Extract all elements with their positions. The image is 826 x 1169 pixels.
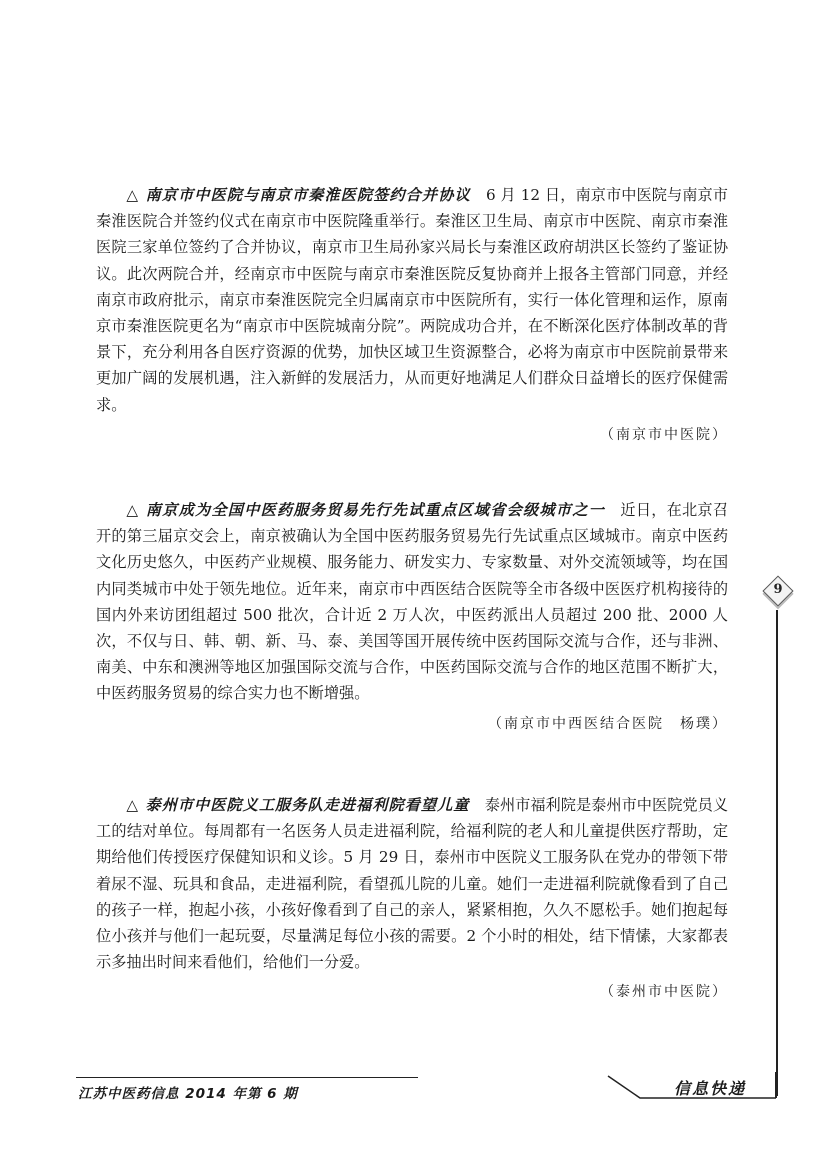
article-3-headline: △ 泰州市中医院义工服务队走进福利院看望儿童: [126, 796, 470, 814]
article-2-paragraph: [96, 497, 728, 707]
page-number: 9: [773, 582, 783, 597]
article-2-headline: △ 南京成为全国中医药服务贸易先行先试重点区域省会级城市之一: [126, 501, 606, 519]
article-3: [96, 792, 728, 1006]
article-1-body: 6 月 12 日，南京市中医院与南京市秦淮医院合并签约仪式在南京市中医院隆重举行。秦淮区卫生局、南京市中医院、南京市秦淮医院三家单位签约了合并协议，南京市卫生局孙家兴局长与秦淮区政府胡洪区长签约了鉴证协议。此次两院合并，经南京市中医院与南京市秦淮医院反复协商并上报各主管部门同意，并经南京市政府批示，南京市秦淮医院完全归属南京市中医院所有，实行一体化管理和运作，原南京市秦淮医院更名为“南京市中医院城南分院”。两院成功合并，在不断深化医疗体制改革的背景下，充分利用各自医疗资源的优势，加快区域卫生资源整合，必将为南京市中医院前景带来更加广阔的发展机遇，注入新鲜的发展活力，从而更好地满足人们群众日益增长的医疗保健需求。: [96, 186, 728, 414]
article-1-source: （南京市中医院）: [600, 426, 728, 443]
article-2-source: （南京市中西医结合医院 杨璞）: [488, 715, 728, 732]
article-1: [96, 182, 728, 448]
article-1-headline: △ 南京市中医院与南京市秦淮医院签约合并协议: [126, 186, 471, 204]
article-3-body: 泰州市福利院是泰州市中医院党员义工的结对单位。每周都有一名医务人员走进福利院，给福利院的老人和儿童提供医疗帮助，定期给他们传授医疗保健知识和义诊。5 月 29 日，泰州市中医院义工服务队在党办的带领下带着尿不湿、玩具和食品，走进福利院，看望孤儿院的儿童。她们一走进福利院就像看到了自己的孩子一样，抱起小孩，小孩好像看到了自己的亲人，紧紧相抱，久久不愿松手。她们抱起每位小孩并与他们一起玩耍，尽量满足每位小孩的需要。2 个小时的相处，结下情愫，大家都表示多抽出时间来看他们，给他们一分爱。: [96, 796, 729, 972]
article-3-paragraph: [96, 792, 728, 975]
article-3-source: （泰州市中医院）: [600, 984, 728, 1001]
article-2-body: 近日，在北京召开的第三届京交会上，南京被确认为全国中医药服务贸易先行先试重点区域城市。南京中医药文化历史悠久，中医药产业规模、服务能力、研发实力、专家数量、对外交流领域等，均在国内同类城市中处于领先地位。近年来，南京市中西医结合医院等全市各级中医医疗机构接待的国内外来访团组超过 500 批次，合计近 2 万人次，中医药派出人员超过 200 批、2000 人次，不仅与日、韩、朝、新、马、泰、美国等国开展传统中医药国际交流与合作，还与非洲、南美、中东和澳洲等地区加强国际交流与合作，中医药国际交流与合作的地区范围不断扩大，中医药服务贸易的综合实力也不断增强。: [96, 501, 729, 703]
article-2: [96, 497, 728, 737]
footer-section: 信息快递: [674, 1079, 747, 1098]
article-1-paragraph: [96, 182, 728, 418]
side-rule: [776, 610, 778, 1096]
footer-rule: [76, 1077, 418, 1078]
footer-journal: 江苏中医药信息 2014 年第 6 期: [78, 1086, 298, 1102]
